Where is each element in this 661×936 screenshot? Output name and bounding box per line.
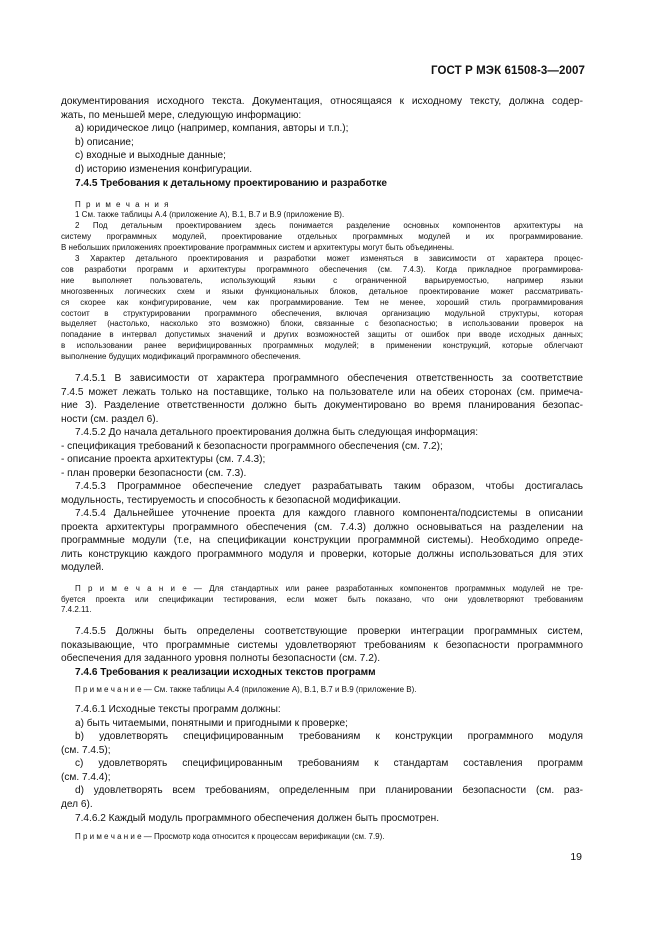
clause-7-4-5-5-line: показывающие, что программные системы удовлетворяют требованиям к безопасности программного bbox=[61, 639, 583, 651]
note-2-line: систему программных модулей, проектирование отдельных программных модулей и их программирование. bbox=[61, 232, 583, 242]
clause-7-4-5-1-line: ние 3). Разделение ответственности должно быть документировано во время планирования безопас- bbox=[61, 400, 583, 412]
note-3-line: выделяет (настолько, насколько это возможно) блоки, связанные с безопасностью; в использовании проверок на bbox=[61, 319, 583, 329]
page-number: 19 bbox=[570, 851, 582, 863]
note-3-line: многозвенных логических схем и языки функциональных блоков, детальное проектирование может рассматривать- bbox=[61, 286, 583, 296]
paragraph-line: жать, по меньшей мере, следующую информацию: bbox=[61, 109, 302, 121]
clause-7-4-5-3-line: модульность, тестируемость и способность к безопасной модификации. bbox=[61, 494, 401, 506]
section-heading-7-4-5: 7.4.5 Требования к детальному проектированию и разработке bbox=[75, 178, 388, 189]
notes-title: П р и м е ч а н и я bbox=[75, 199, 170, 209]
clause-7-4-5-4-line: лить конструкцию каждого программного модуля и проверки, которые должны использоваться для этих bbox=[61, 548, 583, 560]
list-item: a) юридическое лицо (например, компания, авторы и т.п.); bbox=[75, 123, 349, 134]
note-3-line: попадание в интервал допустимых значений и других возможностей защиты от ошибок при вводе исходных данных; bbox=[61, 330, 583, 340]
note-3-line: ся скорее как конфигурирование, чем как программирование. Тем не менее, хороший стиль программирования bbox=[61, 297, 583, 307]
clause-7-4-5-5-line: 7.4.5.5 Должны быть определены соответствующие проверки интеграции программных систем, bbox=[75, 626, 583, 638]
list-item-continuation: (см. 7.4.4); bbox=[61, 771, 111, 783]
note-3-line: в использовании ранее верифицированных программных модулей; в применении конструкций, которые облегчают bbox=[61, 341, 583, 351]
clause-7-4-5-1-line: ности (см. раздел 6). bbox=[61, 413, 159, 425]
note-4-line: 7.4.2.11. bbox=[61, 605, 92, 615]
clause-7-4-5-4-line: 7.4.5.4 Дальнейшее уточнение проекта для каждого главного компонента/подсистемы в описании bbox=[75, 508, 583, 520]
page-body bbox=[61, 95, 583, 843]
list-item: - описание проекта архитектуры (см. 7.4.3); bbox=[61, 454, 266, 466]
clause-7-4-5-2: 7.4.5.2 До начала детального проектирования должна быть следующая информация: bbox=[75, 427, 479, 439]
list-item: a) быть читаемыми, понятными и пригодными к проверке; bbox=[75, 717, 348, 729]
list-item-continuation: дел 6). bbox=[61, 798, 93, 810]
section-heading-7-4-6: 7.4.6 Требования к реализации исходных текстов программ bbox=[75, 666, 376, 678]
list-item: c) удовлетворять специфицированным требованиям к стандартам составления программ bbox=[75, 758, 583, 770]
note-2-line: 2 Под детальным проектированием здесь понимается разделение основных компонентов архитектуры на bbox=[75, 221, 583, 231]
note-7-4-6-2: П р и м е ч а н и е — Просмотр кода относится к процессам верификации (см. 7.9). bbox=[75, 831, 385, 841]
note-4-line: П р и м е ч а н и е — Для стандартных или ранее разработанных компонентов программных модулей не тре- bbox=[75, 583, 583, 593]
list-item: b) удовлетворять специфицированным требованиям к конструкции программного модуля bbox=[75, 731, 583, 743]
document-code-header: ГОСТ Р МЭК 61508-3—2007 bbox=[431, 65, 585, 77]
note-7-4-6: П р и м е ч а н и е — См. также таблицы А.4 (приложение А), В.1, В.7 и В.9 (приложение В). bbox=[75, 685, 417, 695]
clause-7-4-6-1: 7.4.6.1 Исходные тексты программ должны: bbox=[75, 704, 281, 716]
list-item-continuation: (см. 7.4.5); bbox=[61, 744, 111, 756]
clause-7-4-5-4-line: модулей. bbox=[61, 562, 104, 574]
list-item: d) удовлетворять всем требованиям, определенным при планировании безопасности (см. раз- bbox=[75, 785, 583, 797]
note-3-line: выполнение будущих модификаций программного обеспечения. bbox=[61, 352, 301, 362]
clause-7-4-5-4-line: проекта архитектуры программного обеспечения (см. 7.4.3) должно основываться на разделении на bbox=[61, 521, 583, 533]
clause-7-4-5-5-line: обеспечения для заданного уровня полноты безопасности (см. 7.2). bbox=[61, 653, 381, 665]
note-3-line: состоит в структурировании программного обеспечения, включая организацию модульной структуры, которая bbox=[61, 308, 583, 318]
list-item: c) входные и выходные данные; bbox=[75, 150, 226, 161]
clause-7-4-5-3-line: 7.4.5.3 Программное обеспечение следует разрабатывать таким образом, чтобы достигалась bbox=[75, 481, 583, 493]
list-item: - план проверки безопасности (см. 7.3). bbox=[61, 467, 247, 479]
clause-7-4-6-2: 7.4.6.2 Каждый модуль программного обеспечения должен быть просмотрен. bbox=[75, 813, 440, 825]
note-3-line: 3 Характер детального проектирования и разработки может изменяться в зависимости от характера процес- bbox=[75, 254, 583, 264]
clause-7-4-5-4-line: программные модули (т.е, на спецификации конструкции программной системы). Необходимо опреде- bbox=[61, 535, 583, 547]
note-4-line: буется проекта или спецификации тестирования, если может быть показано, что они удовлетворяют требованиям bbox=[61, 594, 583, 604]
note-2-line: В небольших приложениях проектирование программных систем и архитектуры могут быть объединены. bbox=[61, 243, 455, 253]
note-3-line: ние выполняет пользователь, использующий языки с ограниченной варьируемостью, например языки bbox=[61, 275, 583, 285]
list-item: - спецификация требований к безопасности программного обеспечения (см. 7.2); bbox=[61, 440, 443, 452]
note-3-line: сов разработки программ и архитектуры программного обеспечения (см. 7.4.3). Когда прикладное программирова- bbox=[61, 264, 583, 274]
note-1: 1 См. также таблицы А.4 (приложение А), В.1, В.7 и В.9 (приложение В). bbox=[75, 210, 345, 220]
list-item: d) историю изменения конфигурации. bbox=[75, 163, 253, 175]
list-item: b) описание; bbox=[75, 136, 134, 148]
clause-7-4-5-1-line: 7.4.5 может лежать только на поставщике, только на пользователе или на обеих сторонах (см. примеча- bbox=[61, 386, 583, 398]
paragraph-line: документирования исходного текста. Документация, относящаяся к исходному тексту, должна содер- bbox=[61, 96, 583, 107]
clause-7-4-5-1-line: 7.4.5.1 В зависимости от характера программного обеспечения ответственность за соответствие bbox=[75, 373, 583, 385]
